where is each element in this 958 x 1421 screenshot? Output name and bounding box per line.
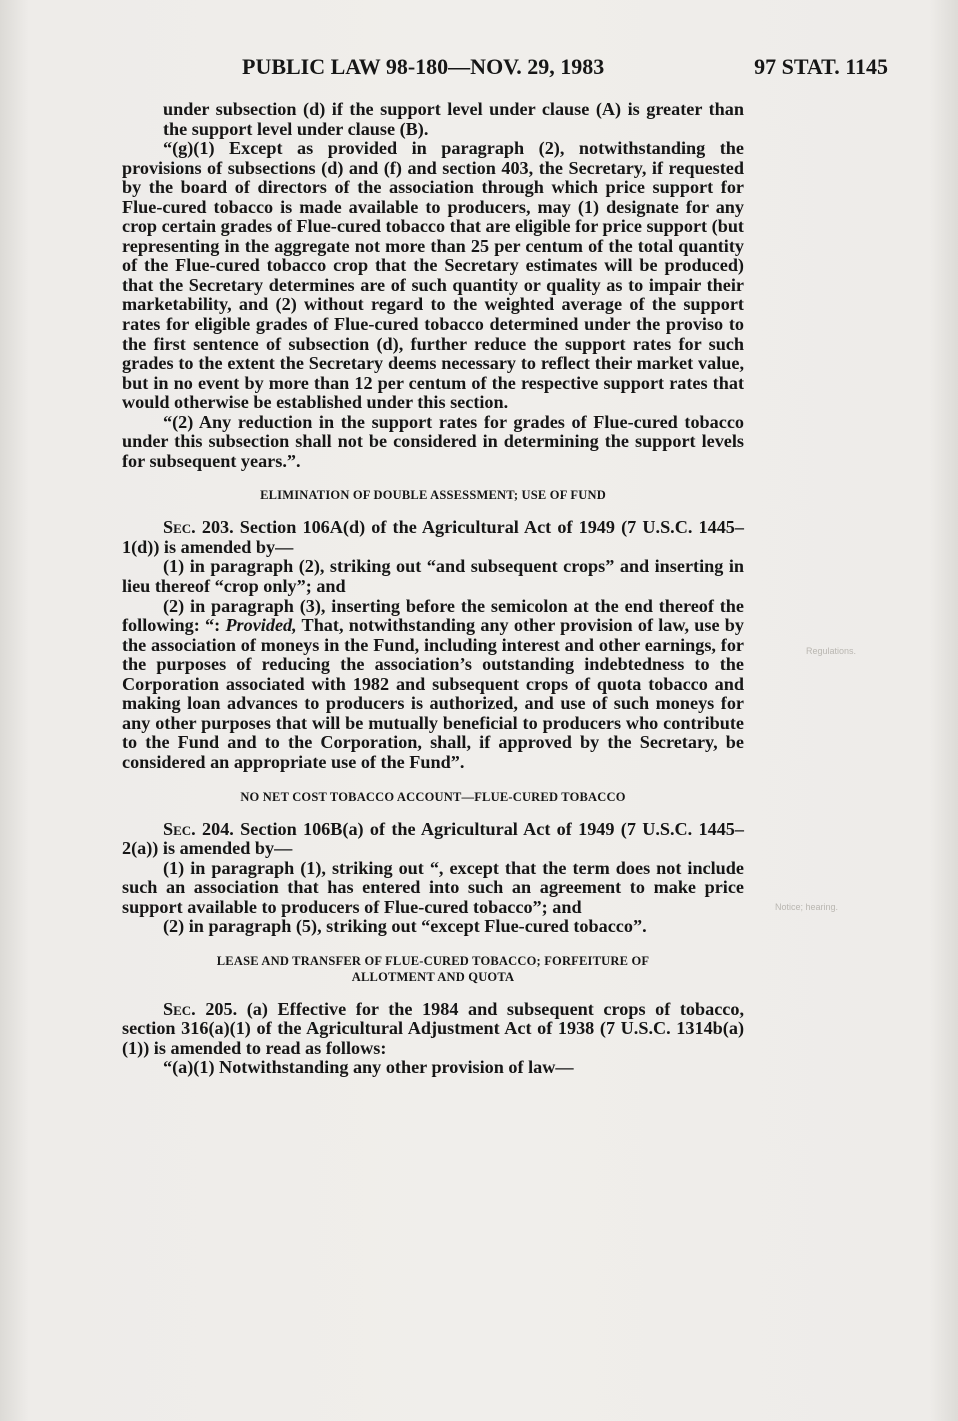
document-body [122,100,744,1078]
section-204-item-2: (2) in paragraph (5), striking out “except Flue-cured tobacco”. [163,916,647,937]
section-heading-203: ELIMINATION OF DOUBLE ASSESSMENT; USE OF FUND [260,488,606,503]
section-205-a1: “(a)(1) Notwithstanding any other provision of law— [163,1057,574,1078]
section-203-intro [122,518,744,557]
section-204-text: 204. Section 106B(a) of the Agricultural Act of 1949 (7 U.S.C. 1445–2(a)) is amended by— [122,818,744,859]
heading-205-line-1: LEASE AND TRANSFER OF FLUE-CURED TOBACCO; FORFEITURE OF [216,953,650,968]
page-header [122,54,888,84]
section-203-item-2 [122,597,744,773]
statute-page-number: 97 STAT. 1145 [754,54,888,79]
paragraph-g2: “(2) Any reduction in the support rates for grades of Flue-cured tobacco under this subsection shall not be considered in determining the support levels for subsequent years.”. [122,411,744,471]
margin-note-notice-hearing: Notice; hearing. [775,902,839,912]
paragraph-continuation: under subsection (d) if the support level under clause (A) is greater than the support level under clause (B). [163,99,744,139]
section-203-item-1: (1) in paragraph (2), striking out “and subsequent crops” and inserting in lieu thereof “crop only”; and [122,556,744,597]
section-label: Sec. [163,517,196,538]
section-203-item-2-start: (2) in paragraph (3), inserting before the semicolon at the end thereof the following: “: [122,595,744,636]
section-205-intro [122,1000,744,1059]
section-heading-204: NO NET COST TOBACCO ACCOUNT—FLUE-CURED TOBACCO [240,789,626,804]
section-205-text: 205. (a) Effective for the 1984 and subsequent crops of tobacco, section 316(a)(1) of the Agricultural Adjustment Act of 1938 (7 U.S.C. 1314b(a)(1)) is amended to read as follows: [122,998,744,1058]
provided-italic: Provided, [225,615,297,636]
paragraph-g1: “(g)(1) Except as provided in paragraph (2), notwithstanding the provisions of subsections (d) and (f) and section 403, the Secretary, if requested by the board of directors of the association through which price support for Flue-cured tobacco is made available to producers, may (1) designate for any crop certain grades of Flue-cured tobacco that are eligible for price support (but representing in the aggregate not more than 25 per centum of the total quantity of the Flue-cured tobacco crop that the Secretary estimates will be produced) that the Secretary determines are of such quantity or quality as to impair their marketability, and (2) without regard to the weighted average of the support rates for eligible grades of Flue-cured tobacco determined under the proviso to the first sentence of subsection (d), further reduce the support rates for such grades to the extent the Secretary deems necessary to reflect their market value, but in no event by more than 12 per centum of the respective support rates that would otherwise be established under this section. [122,138,744,413]
section-203-item-2-rest: That, notwithstanding any other provision of law, use by the association of moneys in the Fund, including interest and other earnings, for the purposes of reducing the association’s outstanding indebtedness to the Corporation associated with 1982 and subsequent crops of quota tobacco and making loan advances to producers is authorized, and use of such moneys for any other purposes that will be mutually beneficial to producers who contribute to the Fund and to the Corporation, shall, if approved by the Secretary, be considered an appropriate use of the Fund”. [122,615,744,772]
section-label: Sec. [163,998,196,1019]
section-204-item-1: (1) in paragraph (1), striking out “, except that the term does not include such an association that has entered into such an agreement to make price support available to producers of Flue-cured tobacco”; and [122,857,744,917]
heading-205-line-2: ALLOTMENT AND QUOTA [351,969,515,984]
running-title: PUBLIC LAW 98-180—NOV. 29, 1983 [242,54,605,79]
section-204-intro [122,820,744,859]
section-203-text: 203. Section 106A(d) of the Agricultural Act of 1949 (7 U.S.C. 1445–1(d)) is amended by— [122,517,744,557]
section-label: Sec. [163,818,196,839]
section-heading-205 [122,953,744,985]
margin-note-regulations: Regulations. [806,646,857,656]
